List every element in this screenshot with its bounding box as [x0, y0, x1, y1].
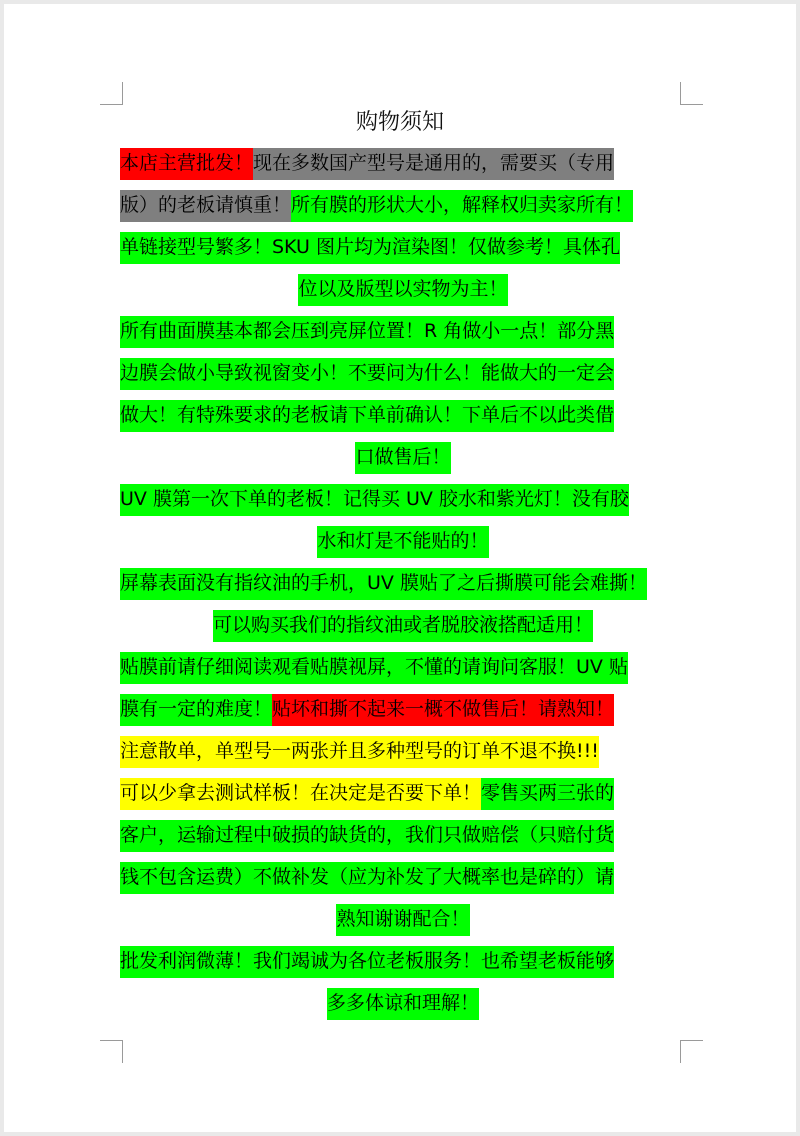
highlight-green: 位以及版型以实物为主！ — [298, 274, 507, 306]
highlight-green: 多多体谅和理解！ — [327, 988, 479, 1020]
highlight-yellow: 注意散单，单型号一两张并且多种型号的订单不退不换!!! — [120, 736, 599, 768]
crop-mark-top-right — [680, 82, 703, 105]
highlight-red: 贴坏和撕不起来一概不做售后！请熟知！ — [272, 694, 614, 726]
highlight-red: 本店主营批发！ — [120, 148, 253, 180]
highlight-green: 所有膜的形状大小，解释权归卖家所有！ — [291, 190, 633, 222]
highlight-green: 水和灯是不能贴的！ — [317, 526, 488, 558]
text-line — [120, 401, 686, 443]
text-line — [120, 359, 686, 401]
text-line — [120, 989, 686, 1031]
crop-mark-bottom-left — [100, 1040, 123, 1063]
highlight-green: UV 膜第一次下单的老板！记得买 UV 胶水和紫光灯！没有胶 — [120, 484, 629, 516]
text-line — [120, 317, 686, 359]
document-title: 购物须知 — [355, 110, 444, 135]
crop-mark-bottom-right — [680, 1040, 703, 1063]
text-line — [120, 527, 686, 569]
highlight-green: 客户，运输过程中破损的缺货的，我们只做赔偿（只赔付货 — [120, 820, 614, 852]
highlight-green: 膜有一定的难度！ — [120, 694, 272, 726]
text-line — [120, 443, 686, 485]
highlight-gray: 现在多数国产型号是通用的，需要买（专用 — [253, 148, 614, 180]
crop-mark-top-left — [100, 82, 123, 105]
text-line — [120, 611, 686, 653]
highlight-green: 熟知谢谢配合！ — [336, 904, 469, 936]
highlight-green: 口做售后！ — [355, 442, 450, 474]
highlight-green: 钱不包含运费）不做补发（应为补发了大概率也是碎的）请 — [120, 862, 614, 894]
text-line — [120, 233, 686, 275]
highlight-green: 单链接型号繁多！SKU 图片均为渲染图！仅做参考！具体孔 — [120, 232, 620, 264]
document-page — [4, 4, 796, 1132]
text-line — [120, 275, 686, 317]
highlight-yellow: 可以少拿去测试样板！在决定是否要下单！ — [120, 778, 481, 810]
text-line — [120, 779, 686, 821]
highlight-gray: 版）的老板请慎重！ — [120, 190, 291, 222]
text-line — [120, 191, 686, 233]
text-line — [120, 149, 686, 191]
text-line — [120, 821, 686, 863]
highlight-green: 贴膜前请仔细阅读观看贴膜视屏，不懂的请询问客服！UV 贴 — [120, 652, 628, 684]
text-line — [120, 737, 686, 779]
text-line — [120, 905, 686, 947]
highlight-green: 零售买两三张的 — [481, 778, 614, 810]
text-line — [120, 653, 686, 695]
highlight-green: 做大！有特殊要求的老板请下单前确认！下单后不以此类借 — [120, 400, 614, 432]
highlight-green: 屏幕表面没有指纹油的手机，UV 膜贴了之后撕膜可能会难撕！ — [120, 568, 647, 600]
highlight-green: 批发利润微薄！我们竭诚为各位老板服务！也希望老板能够 — [120, 946, 614, 978]
text-line — [120, 485, 686, 527]
highlight-green: 边膜会做小导致视窗变小！不要问为什么！能做大的一定会 — [120, 358, 614, 390]
text-line — [120, 569, 686, 611]
text-line — [120, 863, 686, 905]
highlight-green: 所有曲面膜基本都会压到亮屏位置！R 角做小一点！部分黑 — [120, 316, 614, 348]
text-line — [120, 947, 686, 989]
highlight-green: 可以购买我们的指纹油或者脱胶液搭配适用！ — [213, 610, 593, 642]
text-line — [120, 695, 686, 737]
